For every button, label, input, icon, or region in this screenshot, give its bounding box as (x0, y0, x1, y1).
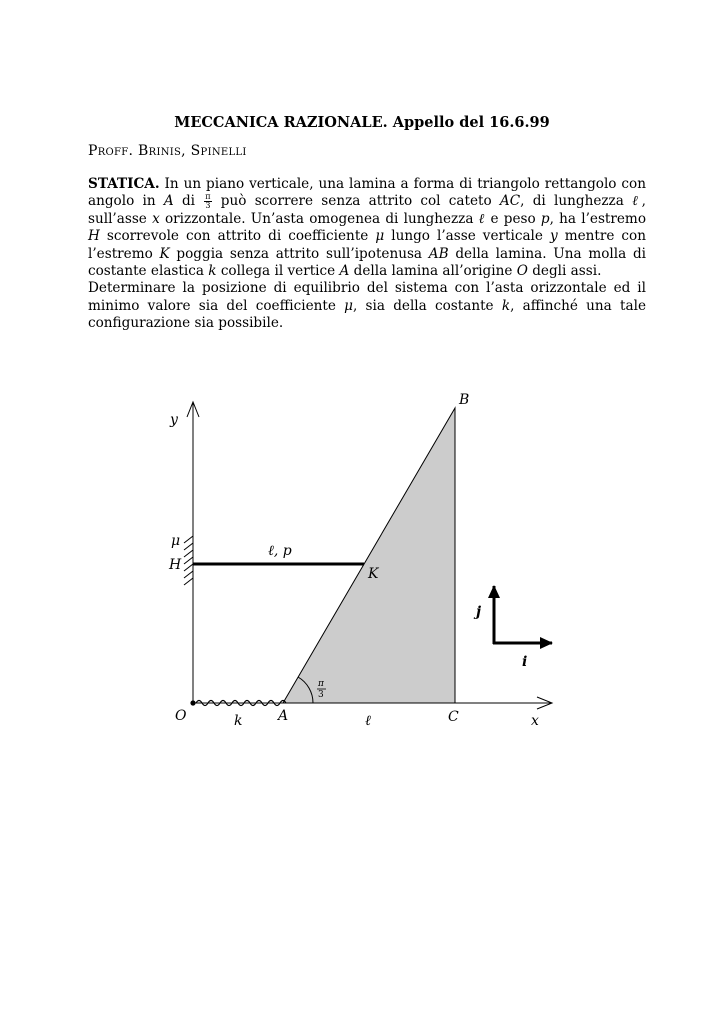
label-A: A (278, 708, 289, 724)
lamina-triangle (283, 408, 455, 703)
math-symbol: H (88, 228, 100, 245)
math-symbol: y (549, 228, 558, 245)
label-y: y (170, 412, 178, 428)
label-i: i (522, 654, 528, 670)
problem-paragraph-2 (88, 280, 646, 332)
math-symbol: k (501, 297, 511, 314)
label-H: H (169, 557, 182, 573)
text-run: In un piano verticale, una lamina a forma di triangolo rettangolo con angolo in (88, 176, 646, 210)
label-j: j (476, 604, 482, 620)
text-run: , ha l’estremo (549, 210, 647, 227)
exam-title: MECCANICA RAZIONALE. Appello del 16.6.99 (174, 114, 550, 131)
label-C: C (448, 709, 459, 725)
math-symbol: A (163, 193, 174, 210)
friction-hatching (184, 536, 193, 585)
text-run: collega il vertice (216, 263, 340, 280)
text-run: della lamina all’origine (349, 263, 517, 280)
text-run: , sia della costante (352, 297, 502, 314)
label-K: K (368, 566, 379, 582)
label-mu: μ (171, 533, 181, 549)
math-symbol: AB (428, 245, 449, 262)
text-run: , affinché una tale configurazione sia possibile. (88, 297, 646, 332)
text-run: scorrevole con attrito di coefficiente (99, 228, 376, 245)
text-run: orizzontale. Un’asta omogenea di lunghezza (159, 210, 479, 227)
math-symbol: A (339, 263, 350, 280)
exam-authors: Proff. Brinis, Spinelli (88, 143, 247, 159)
math-symbol: AC (499, 193, 521, 210)
text-run: può scorrere senza attrito col cateto (212, 193, 500, 210)
problem-statement (88, 176, 646, 333)
label-O: O (175, 708, 187, 724)
angle-fraction (204, 193, 211, 210)
math-symbol: k (208, 263, 217, 280)
text-run: Determinare la posizione di equilibrio del sistema con l’asta orizzontale ed il minimo valore sia del coefficiente (88, 280, 646, 314)
label-x: x (531, 713, 539, 729)
label-rod: ℓ, p (268, 543, 292, 559)
text-run: della lamina. Una molla di costante elastica (88, 245, 646, 280)
text-run: e peso (485, 210, 541, 227)
mechanics-figure (0, 380, 724, 760)
text-run: poggia senza attrito sull’ipotenusa (169, 245, 429, 262)
math-symbol: p (540, 210, 550, 227)
problem-paragraph-1 (88, 176, 646, 280)
fraction-numerator: π (205, 192, 211, 202)
text-run: di (173, 193, 204, 210)
text-run: , sull’asse (88, 193, 646, 227)
math-symbol: μ (344, 297, 353, 314)
text-run: , di lunghezza (520, 193, 633, 210)
math-symbol: μ (375, 228, 385, 245)
math-symbol: O (516, 263, 528, 280)
section-label: STATICA. (88, 176, 160, 192)
math-symbol: ℓ (632, 193, 642, 210)
math-symbol: K (159, 245, 170, 262)
fraction-denominator: 3 (205, 201, 211, 211)
text-run: lungo l’asse verticale (384, 228, 550, 245)
math-symbol: ℓ (478, 210, 486, 227)
label-spring-k: k (234, 713, 243, 729)
math-symbol: x (152, 210, 160, 227)
label-angle-num: π (318, 679, 324, 689)
label-B: B (459, 392, 470, 408)
text-run: degli assi. (527, 263, 602, 280)
label-angle-den: 3 (318, 690, 324, 700)
label-base-l: ℓ (365, 713, 371, 729)
origin-point (190, 700, 195, 705)
text-run: mentre con l’estremo (88, 228, 646, 262)
